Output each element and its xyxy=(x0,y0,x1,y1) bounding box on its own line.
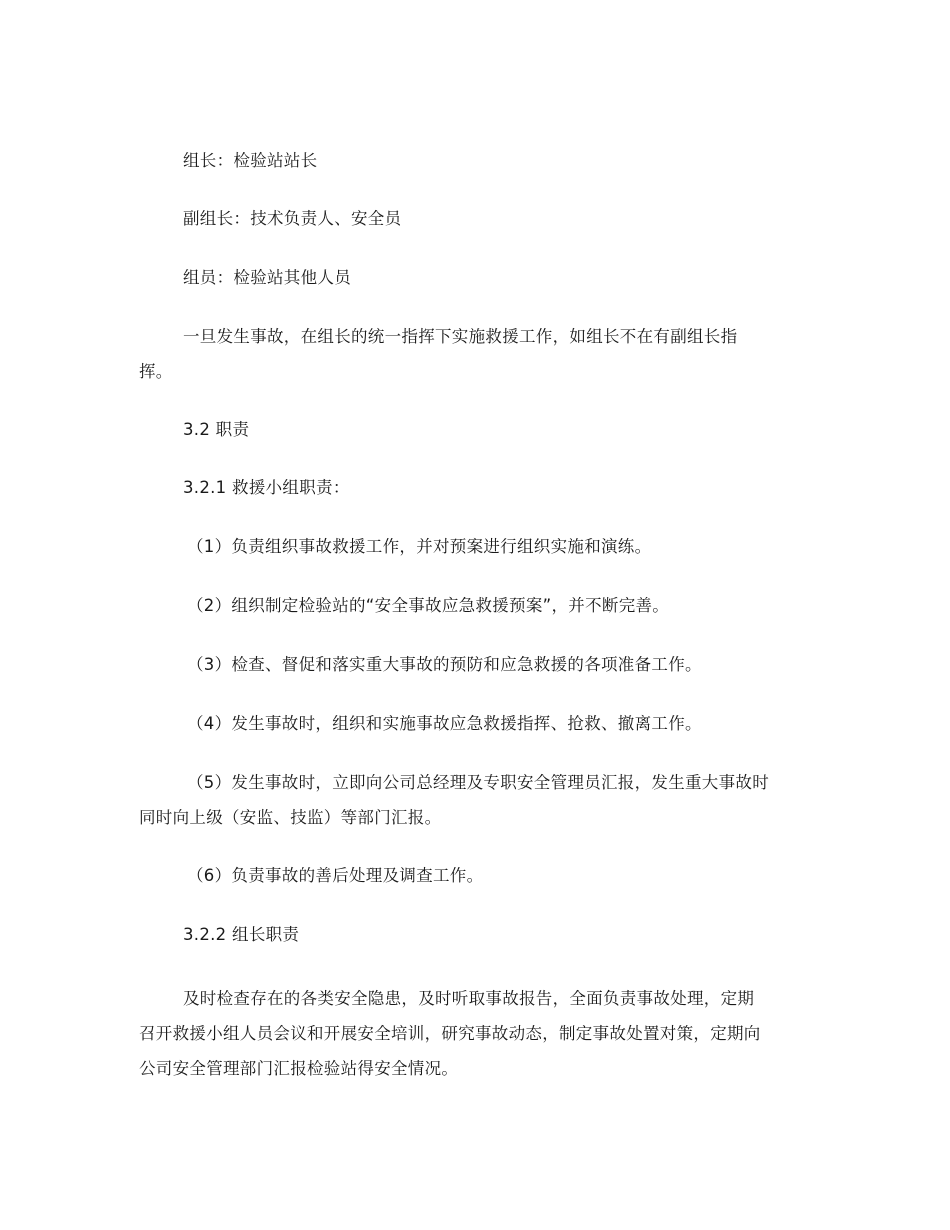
duty-item-5: （5）发生事故时，立即向公司总经理及专职安全管理员汇报，发生重大事故时同时向上级（安监、技监）等部门汇报。 xyxy=(139,773,769,827)
team-leader-line: 组长：检验站站长 xyxy=(183,151,318,170)
duty-item-4: （4）发生事故时，组织和实施事故应急救援指挥、抢救、撤离工作。 xyxy=(187,714,702,733)
team-members-line: 组员：检验站其他人员 xyxy=(183,268,351,287)
duty-item-6: （6）负责事故的善后处理及调查工作。 xyxy=(187,866,484,885)
duty-item-1: （1）负责组织事故救援工作，并对预案进行组织实施和演练。 xyxy=(187,537,652,556)
duty-item-2: （2）组织制定检验站的“安全事故应急救援预案”，并不断完善。 xyxy=(187,596,670,615)
deputy-leader-line: 副组长：技术负责人、安全员 xyxy=(183,209,402,228)
section-heading-3-2: 3.2 职责 xyxy=(183,420,250,439)
command-paragraph: 一旦发生事故，在组长的统一指挥下实施救援工作，如组长不在有副组长指挥。 xyxy=(139,327,738,381)
section-heading-3-2-2: 3.2.2 组长职责 xyxy=(183,925,300,944)
section-heading-3-2-1: 3.2.1 救援小组职责： xyxy=(183,478,350,497)
duty-item-3: （3）检查、督促和落实重大事故的预防和应急救援的各项准备工作。 xyxy=(187,655,702,674)
leader-duty-paragraph: 及时检查存在的各类安全隐患，及时听取事故报告，全面负责事故处理，定期召开救援小组人员会议和开展安全培训，研究事故动态，制定事故处置对策，定期向公司安全管理部门汇报检验站得安全情况。 xyxy=(139,989,761,1078)
